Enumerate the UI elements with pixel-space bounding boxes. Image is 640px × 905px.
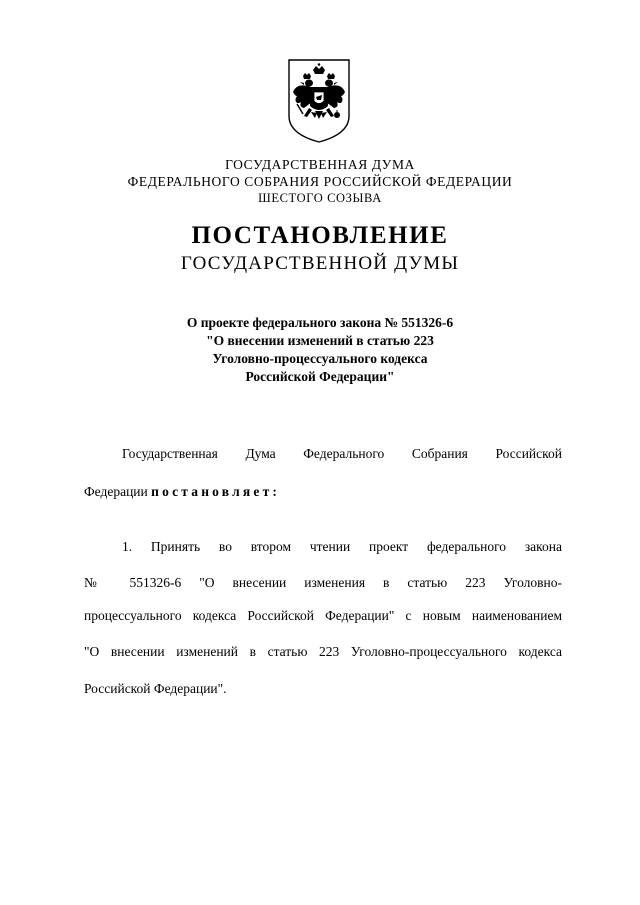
preamble-line-2 xyxy=(84,484,562,500)
clause-1-line-3: процессуального кодекса Российской Федерации" с новым наименованием xyxy=(84,608,562,623)
document-subtitle: ГОСУДАРСТВЕННОЙ ДУМЫ xyxy=(180,253,460,274)
clause-1-line-4-container xyxy=(84,644,562,660)
header-line-3: ШЕСТОГО СОЗЫВА xyxy=(258,191,382,205)
header-line-1: ГОСУДАРСТВЕННАЯ ДУМА xyxy=(225,157,415,172)
clause-1-line-3-container xyxy=(84,608,562,624)
preamble-line-1-container xyxy=(84,446,562,462)
clause-1-line-2: № 551326-6 "О внесении изменения в статью 223 Уголовно- xyxy=(84,575,562,590)
subject-line-3: Уголовно-процессуального кодекса xyxy=(212,351,428,366)
clause-1-line-4: "О внесении изменений в статью 223 Уголовно-процессуального кодекса xyxy=(84,644,562,659)
clause-1-line-1: 1. Принять во втором чтении проект федерального закона xyxy=(122,539,562,554)
subject-line-2: "О внесении изменений в статью 223 xyxy=(206,333,434,348)
header-line-2: ФЕДЕРАЛЬНОГО СОБРАНИЯ РОССИЙСКОЙ ФЕДЕРАЦИИ xyxy=(127,174,513,189)
clause-1-line-2-container xyxy=(84,575,562,591)
document-subject xyxy=(0,314,640,386)
preamble-line-1: Государственная Дума Федерального Собрания Российской xyxy=(122,446,562,461)
preamble-line-2-container xyxy=(84,484,562,500)
clause-1-line-1-container xyxy=(84,539,562,555)
preamble-prefix: Федерации xyxy=(84,484,152,499)
state-emblem-icon xyxy=(285,56,353,144)
document-title: ПОСТАНОВЛЕНИЕ xyxy=(191,222,449,249)
subject-line-4: Российской Федерации" xyxy=(245,369,395,384)
clause-1-line-5: Российской Федерации". xyxy=(84,681,227,696)
clause-1-line-5-container xyxy=(84,681,562,697)
preamble-action: постановляет: xyxy=(151,484,281,499)
subject-line-1: О проекте федерального закона № 551326-6 xyxy=(186,315,454,330)
